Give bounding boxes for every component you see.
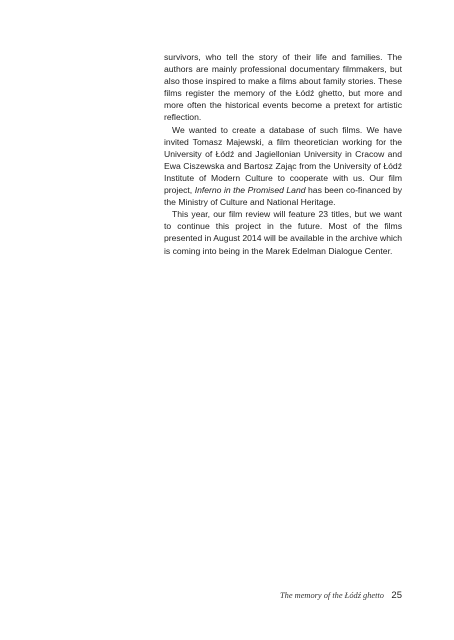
page-footer: [0, 591, 454, 605]
body-text: [164, 51, 402, 257]
film-project-title: Inferno in the Promised Land: [194, 185, 306, 196]
paragraph-2-text: We wanted to create a database of such films. We have invited Tomasz Majewski, a film theoretician working for the University of Łódź and Jagiellonian University in Cracow and Ewa Ciszewska and Bartosz Zając from the University of Łódź Institute of Modern Culture to cooperate with us. Our film project,: [164, 124, 402, 196]
paragraph-2: [164, 124, 402, 209]
paragraph-1: survivors, who tell the story of their life and families. The authors are mainly professional documentary filmmakers, but also those inspired to make a films about family stories. These films register the memory of the Łódź ghetto, but more and more often the historical events become a pretext for artistic reflection.: [164, 52, 402, 123]
paragraph-2-tail: has been co-financed by the Ministry of Culture and National Heritage.: [164, 185, 403, 208]
running-title: The memory of the Łódź ghetto: [280, 591, 384, 600]
paragraph-3: This year, our film review will feature 23 titles, but we want to continue this project in the future. Most of the films presented in August 2014 will be available in the archive which is coming into being in the Marek Edelman Dialogue Center.: [164, 209, 402, 256]
page-number: 25: [391, 590, 402, 601]
